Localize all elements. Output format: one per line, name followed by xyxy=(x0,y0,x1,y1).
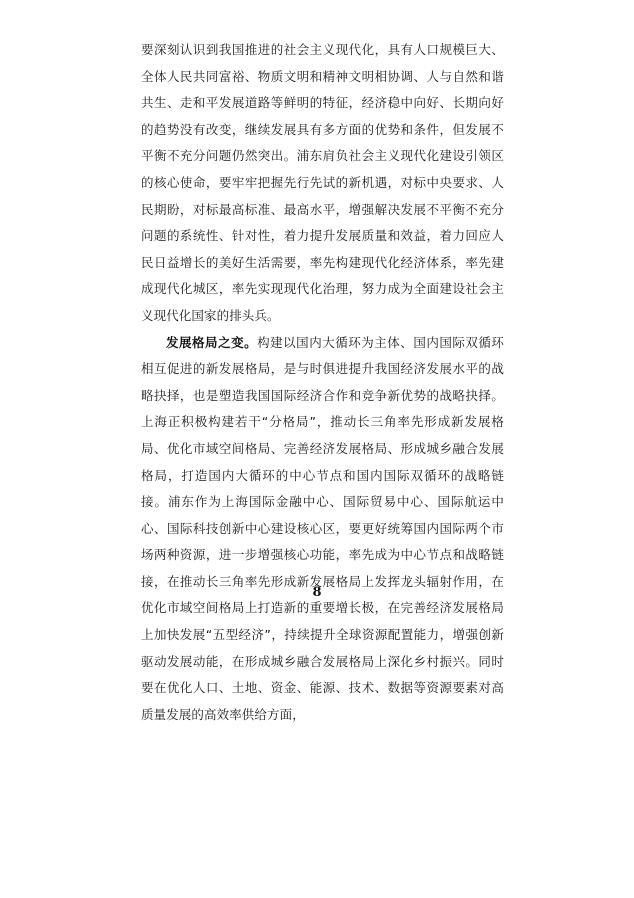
body-text xyxy=(141,37,504,728)
page-number: 8 xyxy=(312,585,322,600)
paragraph-continued: 要深刻认识到我国推进的社会主义现代化，具有人口规模巨大、全体人民共同富裕、物质文明和精神文明相协调、人与自然和谐共生、走和平发展道路等鲜明的特征，经济稳中向好、长期向好的趋势没有改变，继续发展具有多方面的优势和条件，但发展不平衡不充分问题仍然突出。浦东肩负社会主义现代化建设引领区的核心使命，要牢牢把握先行先试的新机遇，对标中央要求、人民期盼，对标最高标准、最高水平，增强解决发展不平衡不充分问题的系统性、针对性，着力提升发展质量和效益，着力回应人民日益增长的美好生活需要，率先构建现代化经济体系，率先建成现代化城区，率先实现现代化治理，努力成为全面建设社会主义现代化国家的排头兵。 xyxy=(141,42,504,323)
paragraph-development-pattern xyxy=(141,330,504,729)
paragraph-body: 构建以国内大循环为主体、国内国际双循环相互促进的新发展格局，是与时俱进提升我国经济发展水平的战略抉择，也是塑造我国国际经济合作和竞争新优势的战略抉择。上海正积极构建若干“分格局”，推动长三角率先形成新发展格局、优化市域空间格局、完善经济发展格局、形成城乡融合发展格局，打造国内大循环的中心节点和国内国际双循环的战略链接。浦东作为上海国际金融中心、国际贸易中心、国际航运中心、国际科技创新中心建设核心区，要更好统筹国内国际两个市场两种资源，进一步增强核心功能，率先成为中心节点和战略链接，在推动长三角率先形成新发展格局上发挥龙头辐射作用，在优化市域空间格局上打造新的重要增长极，在完善经济发展格局上加快发展“五型经济”，持续提升全球资源配置能力，增强创新驱动发展动能，在形成城乡融合发展格局上深化乡村振兴。同时要在优化人口、土地、资金、能源、技术、数据等资源要素对高质量发展的高效率供给方面， xyxy=(141,334,505,722)
section-lead-heading: 发展格局之变。 xyxy=(166,334,258,350)
